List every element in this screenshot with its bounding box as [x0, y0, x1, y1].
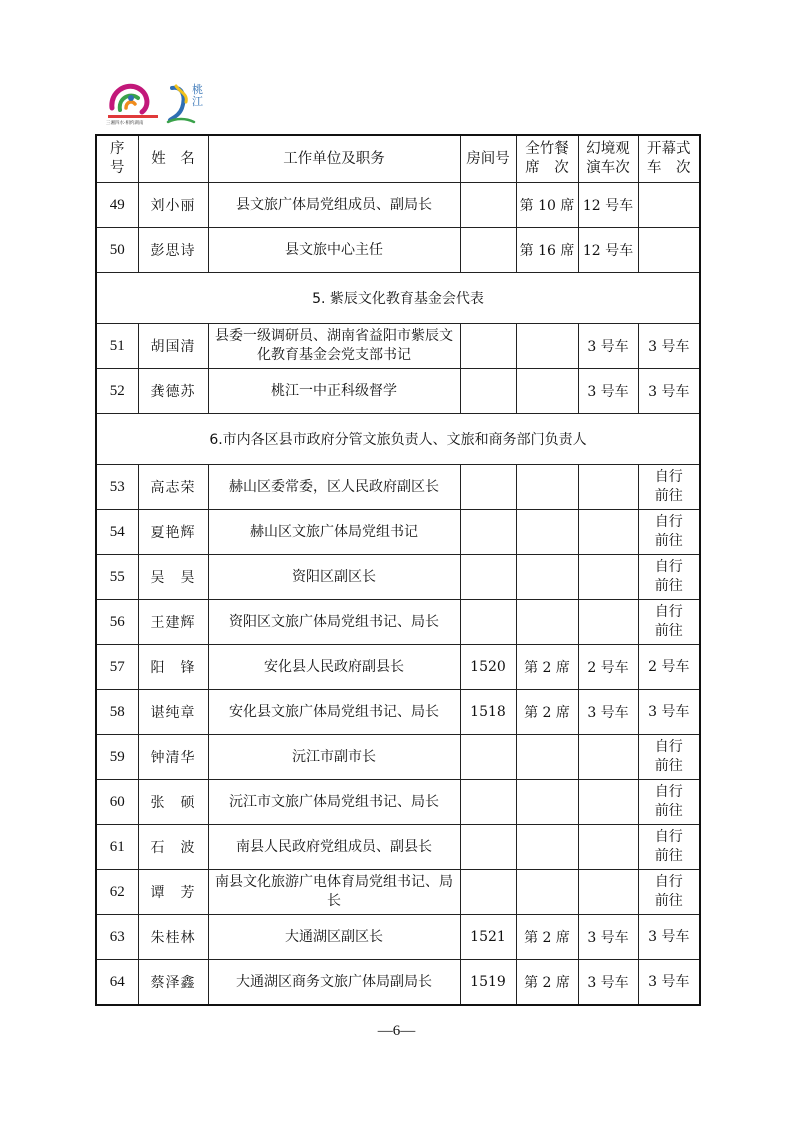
row-show: 3 号车 — [578, 324, 638, 369]
opening-line-1: 自行 — [654, 874, 683, 890]
row-unit: 南县文化旅游广电体育局党组书记、局长 — [208, 870, 460, 915]
row-number: 55 — [96, 555, 138, 600]
row-name: 朱桂林 — [138, 915, 208, 960]
table-row — [96, 228, 700, 273]
row-unit: 赫山区文旅广体局党组书记 — [208, 510, 460, 555]
col-banquet: 全竹餐 席 次 — [516, 135, 578, 183]
taojiang-logo — [166, 82, 216, 124]
row-banquet — [516, 735, 578, 780]
table-row — [96, 825, 700, 870]
row-unit: 沅江市文旅广体局党组书记、局长 — [208, 780, 460, 825]
row-unit: 安化县文旅广体局党组书记、局长 — [208, 690, 460, 735]
row-unit: 县委一级调研员、湖南省益阳市紫辰文化教育基金会党支部书记 — [208, 324, 460, 369]
table-row — [96, 690, 700, 735]
opening-line-2: 前往 — [654, 488, 683, 504]
row-opening: 3 号车 — [638, 369, 700, 414]
row-opening — [638, 555, 700, 600]
row-number: 54 — [96, 510, 138, 555]
opening-line-1: 自行 — [654, 784, 683, 800]
opening-line-2: 前往 — [654, 623, 683, 639]
opening-line-2: 前往 — [654, 803, 683, 819]
col-seq: 序号 — [96, 135, 138, 183]
row-name: 谭 芳 — [138, 870, 208, 915]
row-number: 60 — [96, 780, 138, 825]
row-name: 王建辉 — [138, 600, 208, 645]
row-name: 龚德苏 — [138, 369, 208, 414]
row-show — [578, 735, 638, 780]
row-name: 胡国清 — [138, 324, 208, 369]
row-room — [460, 870, 516, 915]
row-opening — [638, 183, 700, 228]
row-show: 12 号车 — [578, 228, 638, 273]
row-show — [578, 555, 638, 600]
row-show: 3 号车 — [578, 915, 638, 960]
row-name: 刘小丽 — [138, 183, 208, 228]
opening-line-2: 前往 — [654, 578, 683, 594]
table-row — [96, 735, 700, 780]
row-opening — [638, 465, 700, 510]
opening-line-1: 自行 — [654, 559, 683, 575]
section-row — [96, 414, 700, 465]
row-show: 2 号车 — [578, 645, 638, 690]
row-opening — [638, 600, 700, 645]
taojiang-logo-text: 桃江 — [192, 83, 203, 108]
row-show: 3 号车 — [578, 690, 638, 735]
row-room — [460, 324, 516, 369]
row-show — [578, 780, 638, 825]
opening-line-1: 自行 — [654, 514, 683, 530]
row-opening: 3 号车 — [638, 324, 700, 369]
row-banquet: 第 2 席 — [516, 960, 578, 1006]
opening-line-1: 自行 — [654, 604, 683, 620]
opening-line-1: 2 号车 — [648, 658, 690, 675]
col-opening: 开幕式 车 次 — [638, 135, 700, 183]
row-banquet — [516, 465, 578, 510]
table-row — [96, 600, 700, 645]
row-name: 夏艳辉 — [138, 510, 208, 555]
header-logos — [104, 78, 224, 128]
row-number: 58 — [96, 690, 138, 735]
row-unit: 沅江市副市长 — [208, 735, 460, 780]
row-number: 50 — [96, 228, 138, 273]
table-row — [96, 510, 700, 555]
row-number: 61 — [96, 825, 138, 870]
col-name: 姓 名 — [138, 135, 208, 183]
row-name: 彭思诗 — [138, 228, 208, 273]
opening-line-1: 3 号车 — [648, 703, 690, 720]
row-opening — [638, 915, 700, 960]
table-row — [96, 645, 700, 690]
row-room: 1519 — [460, 960, 516, 1006]
row-unit: 安化县人民政府副县长 — [208, 645, 460, 690]
row-unit: 桃江一中正科级督学 — [208, 369, 460, 414]
row-room — [460, 825, 516, 870]
row-show — [578, 510, 638, 555]
row-banquet — [516, 780, 578, 825]
row-opening — [638, 825, 700, 870]
row-opening — [638, 228, 700, 273]
row-name: 张 硕 — [138, 780, 208, 825]
opening-line-1: 自行 — [654, 739, 683, 755]
row-name: 石 波 — [138, 825, 208, 870]
row-unit: 大通湖区商务文旅广体局副局长 — [208, 960, 460, 1006]
row-number: 49 — [96, 183, 138, 228]
row-banquet: 第 10 席 — [516, 183, 578, 228]
row-banquet — [516, 600, 578, 645]
row-banquet — [516, 510, 578, 555]
row-room — [460, 780, 516, 825]
row-banquet: 第 2 席 — [516, 915, 578, 960]
row-unit: 大通湖区副区长 — [208, 915, 460, 960]
row-banquet: 第 16 席 — [516, 228, 578, 273]
table-row — [96, 780, 700, 825]
row-number: 51 — [96, 324, 138, 369]
table-row — [96, 183, 700, 228]
table-row — [96, 324, 700, 369]
table-row — [96, 960, 700, 1006]
row-number: 63 — [96, 915, 138, 960]
row-room — [460, 228, 516, 273]
page-number: —6— — [377, 1023, 416, 1039]
row-number: 53 — [96, 465, 138, 510]
section-title-5: 5. 紫辰文化教育基金会代表 — [96, 273, 700, 324]
opening-line-2: 前往 — [654, 848, 683, 864]
row-name: 高志荣 — [138, 465, 208, 510]
opening-line-1: 自行 — [654, 829, 683, 845]
row-room: 1520 — [460, 645, 516, 690]
row-show: 12 号车 — [578, 183, 638, 228]
opening-line-1: 自行 — [654, 469, 683, 485]
row-number: 59 — [96, 735, 138, 780]
row-show — [578, 600, 638, 645]
col-room: 房间号 — [460, 135, 516, 183]
svg-text:三湘四水·相约湖南: 三湘四水·相约湖南 — [106, 121, 144, 126]
row-unit: 南县人民政府党组成员、副县长 — [208, 825, 460, 870]
row-show — [578, 465, 638, 510]
opening-line-1: 3 号车 — [648, 973, 690, 990]
row-room — [460, 369, 516, 414]
col-unit: 工作单位及职务 — [208, 135, 460, 183]
row-show: 3 号车 — [578, 369, 638, 414]
row-room — [460, 510, 516, 555]
row-opening — [638, 780, 700, 825]
attendee-table — [95, 134, 701, 1006]
row-opening — [638, 690, 700, 735]
row-banquet — [516, 369, 578, 414]
opening-line-2: 前往 — [654, 758, 683, 774]
row-number: 56 — [96, 600, 138, 645]
row-room: 1518 — [460, 690, 516, 735]
opening-line-1: 3 号车 — [648, 928, 690, 945]
row-name: 钟清华 — [138, 735, 208, 780]
table-row — [96, 465, 700, 510]
officials-rows — [96, 465, 700, 1006]
row-unit: 赫山区委常委，区人民政府副区长 — [208, 465, 460, 510]
row-banquet — [516, 555, 578, 600]
row-name: 阳 锋 — [138, 645, 208, 690]
col-show: 幻境观 演车次 — [578, 135, 638, 183]
row-banquet: 第 2 席 — [516, 690, 578, 735]
row-unit: 县文旅广体局党组成员、副局长 — [208, 183, 460, 228]
row-name: 谌纯章 — [138, 690, 208, 735]
row-number: 57 — [96, 645, 138, 690]
opening-line-2: 前往 — [654, 893, 683, 909]
row-show: 3 号车 — [578, 960, 638, 1006]
table-row — [96, 915, 700, 960]
row-banquet — [516, 825, 578, 870]
row-banquet — [516, 870, 578, 915]
row-banquet: 第 2 席 — [516, 645, 578, 690]
row-name: 蔡泽鑫 — [138, 960, 208, 1006]
row-show — [578, 870, 638, 915]
row-number: 52 — [96, 369, 138, 414]
row-banquet — [516, 324, 578, 369]
section-row — [96, 273, 700, 324]
row-room — [460, 735, 516, 780]
row-number: 62 — [96, 870, 138, 915]
row-opening — [638, 870, 700, 915]
section-title-6: 6.市内各区县市政府分管文旅负责人、文旅和商务部门负责人 — [96, 414, 700, 465]
row-room: 1521 — [460, 915, 516, 960]
hunan-tourism-logo — [104, 78, 162, 128]
table-row — [96, 369, 700, 414]
header-row — [96, 135, 700, 183]
opening-line-2: 前往 — [654, 533, 683, 549]
row-name: 吴 昊 — [138, 555, 208, 600]
row-room — [460, 600, 516, 645]
row-unit: 资阳区副区长 — [208, 555, 460, 600]
row-opening — [638, 510, 700, 555]
table-row — [96, 870, 700, 915]
row-room — [460, 555, 516, 600]
row-unit: 县文旅中心主任 — [208, 228, 460, 273]
row-opening — [638, 645, 700, 690]
table-row — [96, 555, 700, 600]
row-room — [460, 183, 516, 228]
row-show — [578, 825, 638, 870]
row-opening — [638, 960, 700, 1006]
row-room — [460, 465, 516, 510]
row-unit: 资阳区文旅广体局党组书记、局长 — [208, 600, 460, 645]
row-number: 64 — [96, 960, 138, 1006]
row-opening — [638, 735, 700, 780]
